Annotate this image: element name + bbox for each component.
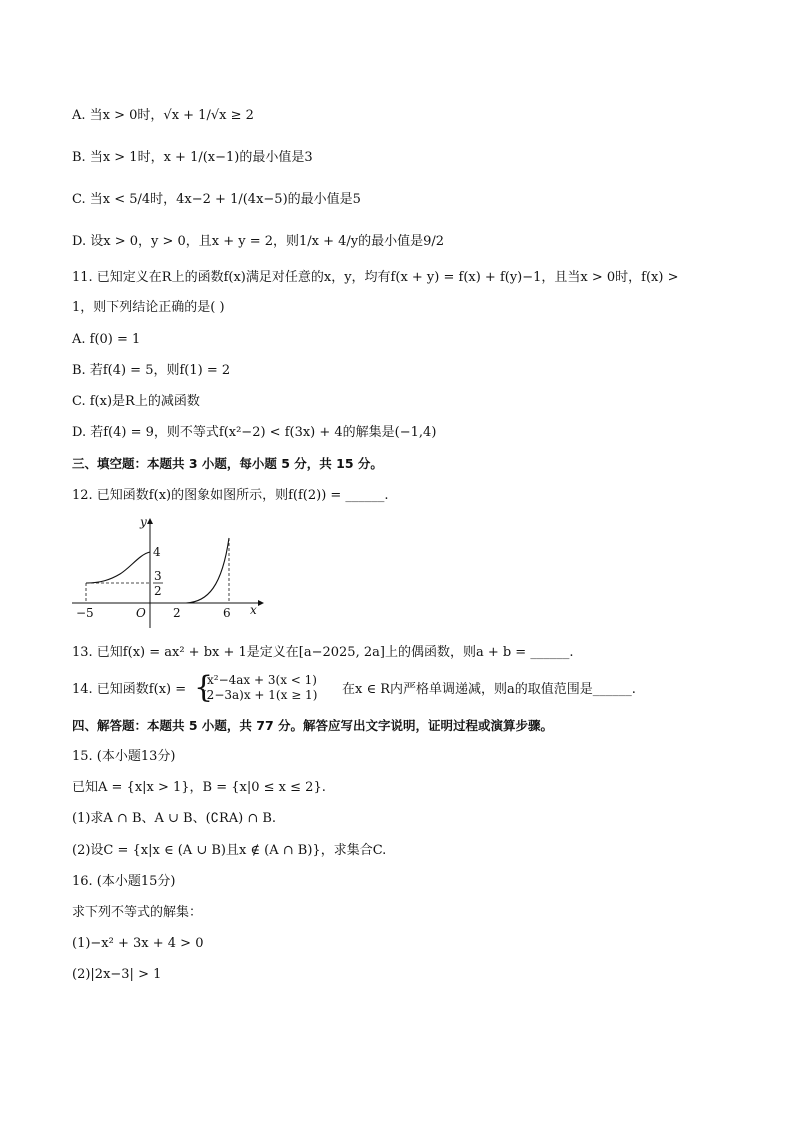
q16-part-1: (1)−x² + 3x + 4 > 0 bbox=[72, 936, 204, 951]
q10-option-b: B. 当x > 1时，x + 1/(x−1)的最小值是3 bbox=[72, 150, 313, 165]
curve-right-branch bbox=[186, 538, 229, 603]
q14-prefix: 14. 已知函数f(x) = bbox=[72, 682, 187, 697]
q13-stem: 13. 已知f(x) = ax² + bx + 1是定义在[a−2025, 2a]上的偶函数，则a + b = ______. bbox=[72, 645, 574, 660]
q14-case-2: (2−3a)x + 1(x ≥ 1) bbox=[202, 688, 318, 702]
q11-option-b: B. 若f(4) = 5，则f(1) = 2 bbox=[72, 363, 231, 378]
x-axis-label: x bbox=[250, 603, 257, 617]
origin-label: O bbox=[136, 606, 146, 620]
section-heading-answers: 四、解答题：本题共 5 小题，共 77 分。解答应写出文字说明，证明过程或演算步骤。 bbox=[72, 718, 554, 733]
q15-part-1: (1)求A ∩ B、A ∪ B、(∁RA) ∩ B. bbox=[72, 811, 277, 826]
q10-option-d: D. 设x > 0，y > 0，且x + y = 2，则1/x + 4/y的最小值是9/2 bbox=[72, 234, 445, 249]
x-tick-2: 2 bbox=[173, 606, 181, 620]
q14-suffix: 在x ∈ R内严格单调递减，则a的取值范围是______. bbox=[342, 682, 636, 697]
function-graph bbox=[70, 516, 266, 631]
y-axis-arrow bbox=[147, 518, 153, 524]
curve-left-branch bbox=[86, 552, 150, 583]
q12-stem: 12. 已知函数f(x)的图象如图所示，则f(f(2)) = ______. bbox=[72, 488, 389, 503]
q15-part-2: (2)设C = {x|x ∈ (A ∪ B)且x ∉ (A ∩ B)}，求集合C. bbox=[72, 843, 387, 858]
y-axis-label: y bbox=[140, 516, 147, 529]
q14-brace: { bbox=[194, 670, 214, 705]
q11-stem-continued: 1，则下列结论正确的是( ) bbox=[72, 300, 225, 315]
y-tick-3-2-denominator: 2 bbox=[154, 584, 162, 598]
section-heading-fill-in: 三、填空题：本题共 3 小题，每小题 5 分，共 15 分。 bbox=[72, 456, 383, 471]
q10-option-c: C. 当x < 5/4时，4x−2 + 1/(4x−5)的最小值是5 bbox=[72, 192, 361, 207]
q15-heading: 15. (本小题13分) bbox=[72, 749, 176, 764]
x-axis-arrow bbox=[258, 600, 264, 606]
x-tick-6: 6 bbox=[223, 606, 231, 620]
y-tick-4: 4 bbox=[153, 545, 161, 559]
q11-option-a: A. f(0) = 1 bbox=[72, 332, 141, 347]
y-tick-3-2-numerator: 3 bbox=[154, 569, 162, 583]
q11-option-c: C. f(x)是R上的减函数 bbox=[72, 394, 200, 409]
q11-option-d: D. 若f(4) = 9，则不等式f(x²−2) < f(3x) + 4的解集是(−1,4) bbox=[72, 425, 437, 440]
q16-heading: 16. (本小题15分) bbox=[72, 874, 176, 889]
q14-case-1: x²−4ax + 3(x < 1) bbox=[207, 673, 317, 687]
q16-part-2: (2)|2x−3| > 1 bbox=[72, 967, 162, 982]
q11-stem: 11. 已知定义在R上的函数f(x)满足对任意的x，y，均有f(x + y) = f(x) + f(y)−1，且当x > 0时，f(x) > bbox=[72, 270, 679, 285]
q15-given: 已知A = {x|x > 1}，B = {x|0 ≤ x ≤ 2}. bbox=[72, 780, 326, 795]
x-tick-neg5: −5 bbox=[76, 606, 94, 620]
q16-stem: 求下列不等式的解集： bbox=[72, 905, 203, 920]
q10-option-a: A. 当x > 0时，√x + 1/√x ≥ 2 bbox=[72, 108, 254, 123]
